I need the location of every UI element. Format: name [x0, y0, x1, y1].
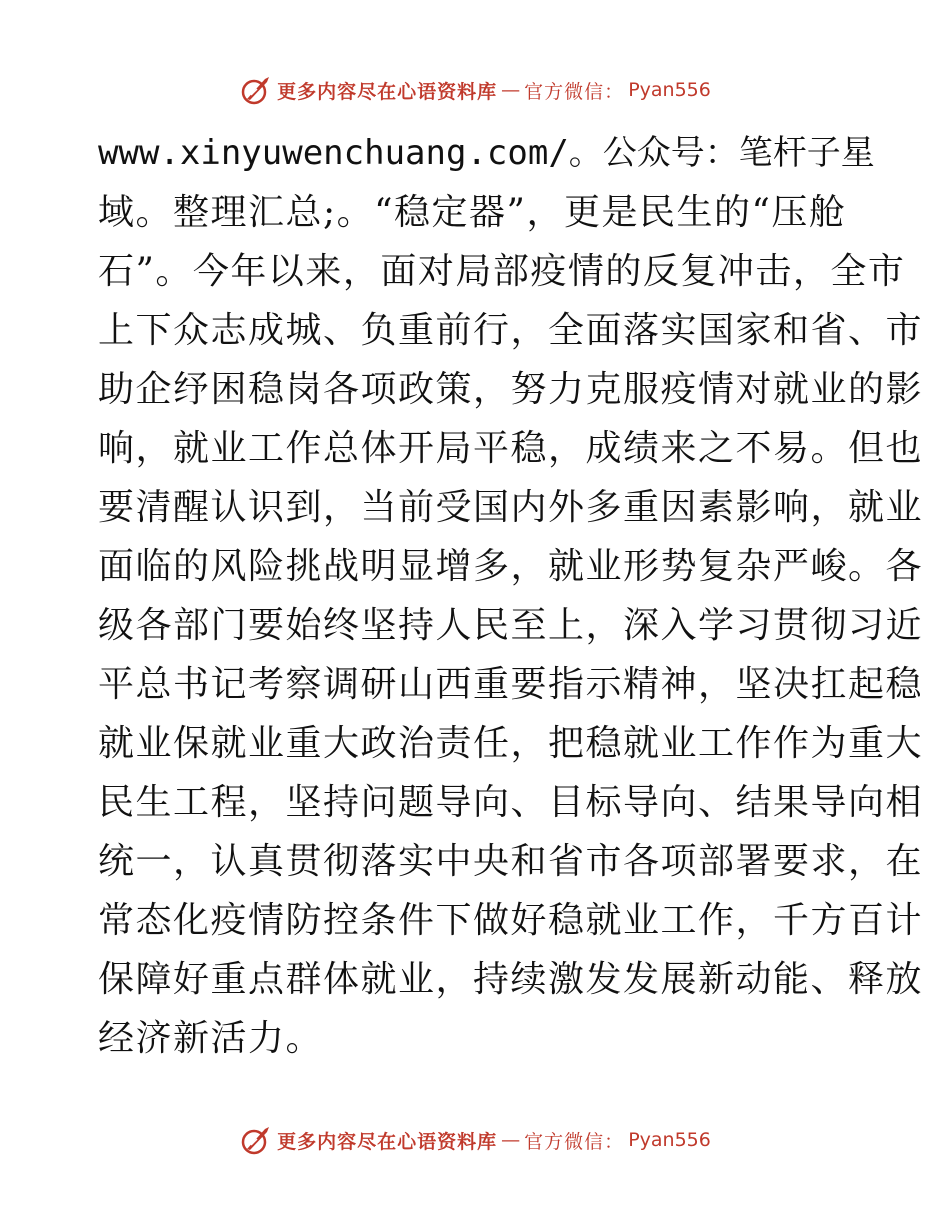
banner-sub-text: 官方微信： [524, 1130, 625, 1153]
banner-dash: — [501, 79, 521, 101]
body-line: 经济新活力。 [98, 1018, 324, 1059]
body-line: 石”。今年以来，面对局部疫情的反复冲击，全市 [98, 251, 906, 292]
body-line: 级各部门要始终坚持人民至上，深入学习贯彻习近 [98, 605, 924, 646]
banner-dash: — [501, 1129, 521, 1151]
body-line: 常态化疫情防控条件下做好稳就业工作，千方百计 [98, 900, 924, 941]
body-line: 平总书记考察调研山西重要指示精神，坚决扛起稳 [98, 664, 924, 705]
body-line: 保障好重点群体就业，持续激发发展新动能、释放 [98, 959, 924, 1000]
body-line: 上下众志成城、负重前行，全面落实国家和省、市 [98, 310, 924, 351]
body-line: 统一，认真贯彻落实中央和省市各项部署要求，在 [98, 841, 924, 882]
body-line: 助企纾困稳岗各项政策，努力克服疫情对就业的影 [98, 369, 924, 410]
quill-pen-logo-icon [239, 1123, 273, 1157]
header-banner [0, 70, 950, 110]
banner-main-text: 更多内容尽在心语资料库 [277, 1130, 498, 1153]
quill-pen-logo-icon [239, 73, 273, 107]
banner-main-text: 更多内容尽在心语资料库 [277, 80, 498, 103]
body-line: 面临的风险挑战明显增多，就业形势复杂严峻。各 [98, 546, 924, 587]
banner-wechat-id: Pyan556 [628, 79, 711, 101]
document-body [98, 124, 924, 1068]
footer-banner [0, 1120, 950, 1160]
body-line: 就业保就业重大政治责任，把稳就业工作作为重大 [98, 723, 924, 764]
body-line: 响，就业工作总体开局平稳，成绩来之不易。但也 [98, 428, 924, 469]
body-line: 民生工程，坚持问题导向、目标导向、结果导向相 [98, 782, 924, 823]
banner-sub-text: 官方微信： [524, 80, 625, 103]
body-line: www.xinyuwenchuang.com/。公众号：笔杆子星 [98, 133, 875, 173]
body-line: 要清醒认识到，当前受国内外多重因素影响，就业 [98, 487, 924, 528]
banner-wechat-id: Pyan556 [628, 1129, 711, 1151]
body-line: 域。整理汇总;。“稳定器”，更是民生的“压舱 [98, 192, 847, 233]
